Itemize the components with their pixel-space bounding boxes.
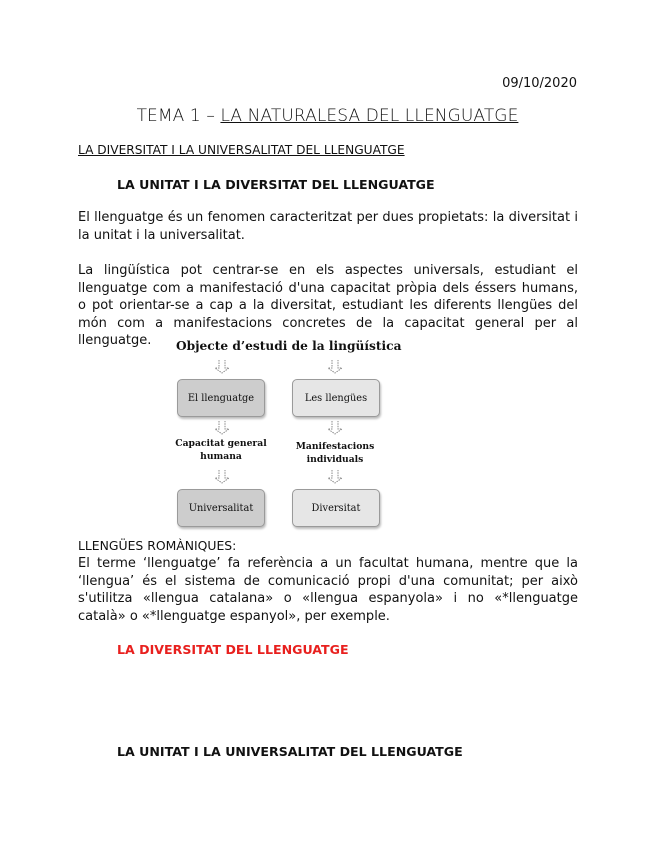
down-arrow-icon	[327, 470, 343, 484]
paragraph-properties	[78, 209, 578, 244]
label-general-capacity-line1: Capacitat general	[175, 438, 267, 449]
label-general-capacity	[166, 437, 276, 463]
paragraph-3-text: El terme ‘llenguatge’ fa referència a un facultat humana, mentre que la ‘llengua’ és el sistema de comunicació propi d'una comunitat; per això s'utilitza «llengua catalana» o «llengua espanyola» i no «*llenguatge català» o «*llenguatge espanyol», per exemple.	[78, 556, 578, 624]
box-universality: Universalitat	[177, 489, 265, 527]
diagram-title: Objecte d’estudi de la lingüística	[176, 339, 402, 353]
title-prefix: TEMA 1 –	[136, 106, 221, 126]
box-language-faculty: El llenguatge	[177, 379, 265, 417]
heading-unity-universality: LA UNITAT I LA UNIVERSALITAT DEL LLENGUATGE	[117, 744, 463, 759]
page-title	[0, 106, 655, 126]
linguistics-diagram	[170, 336, 402, 532]
down-arrow-icon	[214, 470, 230, 484]
down-arrow-icon	[214, 421, 230, 435]
document-date: 09/10/2020	[502, 76, 577, 91]
label-general-capacity-line2: humana	[200, 451, 242, 462]
label-individual-line2: individuals	[306, 454, 364, 465]
paragraph-2-text: La lingüística pot centrar-se en els aspectes universals, estudiant el llenguatge com a manifestació d'una capacitat pròpia dels éssers humans, o pot orientar-se a cap a la diversitat, estudiant les diferents llengües del món com a manifestacions concretes de la capacitat general per al llenguatge.	[78, 263, 578, 348]
box-diversity: Diversitat	[292, 489, 380, 527]
label-individual-manifestations	[280, 440, 390, 466]
box-languages: Les llengües	[292, 379, 380, 417]
paragraph-terms	[78, 555, 578, 625]
down-arrow-icon	[327, 421, 343, 435]
label-individual-line1: Manifestacions	[295, 441, 375, 452]
heading-diversity: LA DIVERSITAT DEL LLENGUATGE	[117, 642, 349, 657]
title-underlined: LA NATURALESA DEL LLENGUATGE	[220, 106, 519, 126]
romance-languages-label: LLENGÜES ROMÀNIQUES:	[78, 538, 237, 553]
section-subtitle: LA DIVERSITAT I LA UNIVERSALITAT DEL LLENGUATGE	[78, 143, 405, 157]
paragraph-1-text: El llenguatge és un fenomen caracteritzat per dues propietats: la diversitat i la unitat i la universalitat.	[78, 210, 578, 243]
down-arrow-icon	[214, 360, 230, 374]
down-arrow-icon	[327, 360, 343, 374]
heading-unity-diversity: LA UNITAT I LA DIVERSITAT DEL LLENGUATGE	[117, 177, 435, 192]
